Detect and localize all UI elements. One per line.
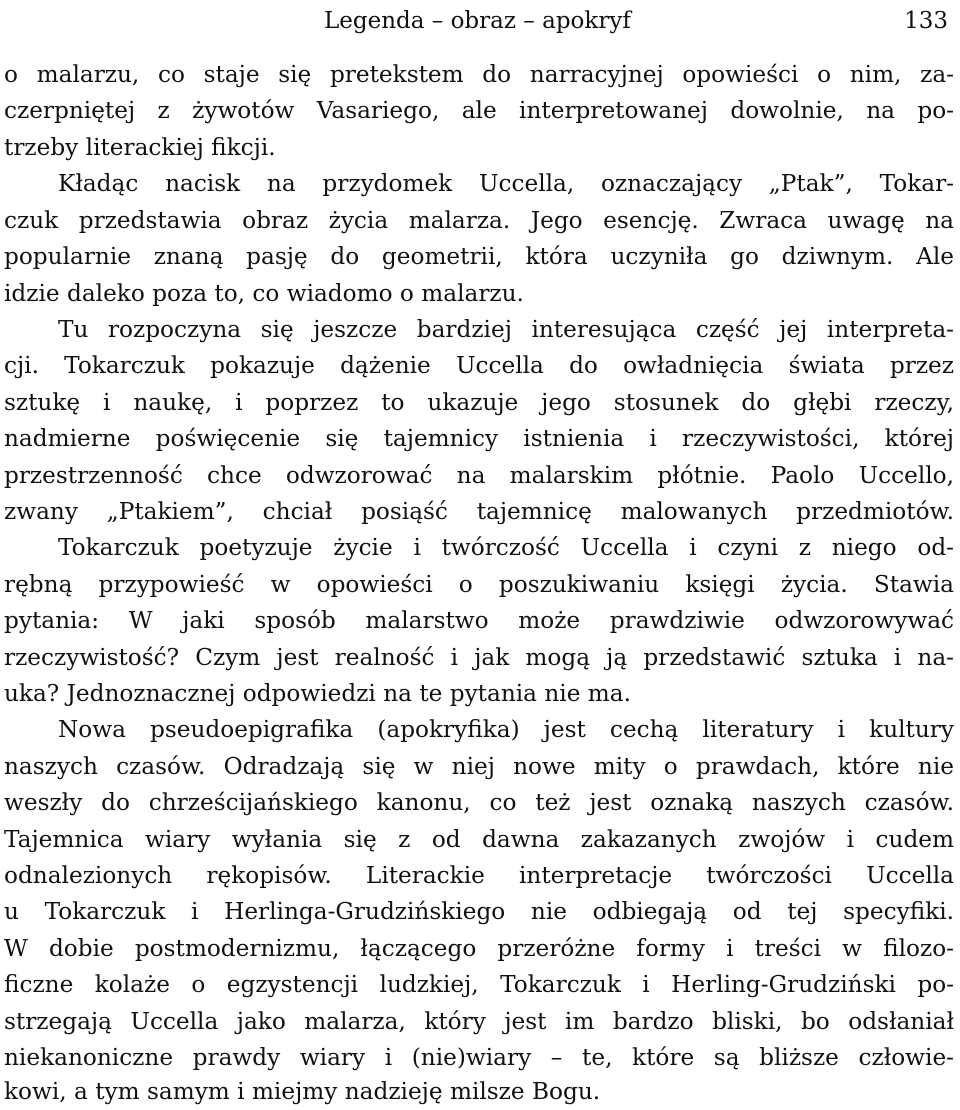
text-line-12: przestrzenność chce odwzorować na malarskim płótnie. Paolo Uccello, <box>4 462 954 489</box>
text-line-24: u Tokarczuk i Herlinga-Grudzińskiego nie odbiegają od tej specyfiki. <box>4 898 954 925</box>
running-title: Legenda – obraz – apokryf <box>324 8 631 34</box>
text-line-6: popularnie znaną pasję do geometrii, która uczyniła go dziwnym. Ale <box>4 243 954 270</box>
text-line-11: nadmierne poświęcenie się tajemnicy istnienia i rzeczywistości, której <box>4 425 954 452</box>
text-line-19: Nowa pseudoepigrafika (apokryfika) jest cechą literatury i kultury <box>58 716 954 743</box>
text-line-5: czuk przedstawia obraz życia malarza. Jego esencję. Zwraca uwagę na <box>4 207 954 234</box>
text-line-15: rębną przypowieść w opowieści o poszukiwaniu księgi życia. Stawia <box>4 571 954 598</box>
text-line-13: zwany „Ptakiem”, chciał posiąść tajemnicę malowanych przedmiotów. <box>4 498 954 525</box>
text-line-8: Tu rozpoczyna się jeszcze bardziej interesująca część jej interpreta- <box>58 316 954 343</box>
text-line-26: ficzne kolaże o egzystencji ludzkiej, Tokarczuk i Herling-Grudziński po- <box>4 971 954 998</box>
text-line-27: strzegają Uccella jako malarza, który jest im bardzo bliski, bo odsłaniał <box>4 1008 954 1035</box>
text-line-29: kowi, a tym samym i miejmy nadzieję milsze Bogu. <box>4 1078 601 1105</box>
text-line-22: Tajemnica wiary wyłania się z od dawna zakazanych zwojów i cudem <box>4 826 954 853</box>
text-line-10: sztukę i naukę, i poprzez to ukazuje jego stosunek do głębi rzeczy, <box>4 389 954 416</box>
text-line-7: idzie daleko poza to, co wiadomo o malarzu. <box>4 280 524 307</box>
text-line-25: W dobie postmodernizmu, łączącego przeróżne formy i treści w filozo- <box>4 935 954 962</box>
text-line-1: o malarzu, co staje się pretekstem do narracyjnej opowieści o nim, za- <box>4 61 954 88</box>
text-line-4: Kładąc nacisk na przydomek Uccella, oznaczający „Ptak”, Tokar- <box>58 170 954 197</box>
text-line-23: odnalezionych rękopisów. Literackie interpretacje twórczości Uccella <box>4 862 954 889</box>
text-line-20: naszych czasów. Odradzają się w niej nowe mity o prawdach, które nie <box>4 753 954 780</box>
text-line-2: czerpniętej z żywotów Vasariego, ale interpretowanej dowolnie, na po- <box>4 97 954 124</box>
running-header <box>0 6 960 36</box>
page-number: 133 <box>904 8 948 34</box>
text-line-16: pytania: W jaki sposób malarstwo może prawdziwie odwzorowywać <box>4 607 954 634</box>
text-line-14: Tokarczuk poetyzuje życie i twórczość Uccella i czyni z niego od- <box>58 534 954 561</box>
text-line-9: cji. Tokarczuk pokazuje dążenie Uccella do owładnięcia świata przez <box>4 352 954 379</box>
text-line-21: weszły do chrześcijańskiego kanonu, co też jest oznaką naszych czasów. <box>4 789 954 816</box>
text-line-28: niekanoniczne prawdy wiary i (nie)wiary – te, które są bliższe człowie- <box>4 1044 954 1071</box>
text-line-18: uka? Jednoznacznej odpowiedzi na te pytania nie ma. <box>4 680 631 707</box>
text-line-3: trzeby literackiej fikcji. <box>4 134 276 161</box>
text-line-17: rzeczywistość? Czym jest realność i jak mogą ją przedstawić sztuka i na- <box>4 644 954 671</box>
